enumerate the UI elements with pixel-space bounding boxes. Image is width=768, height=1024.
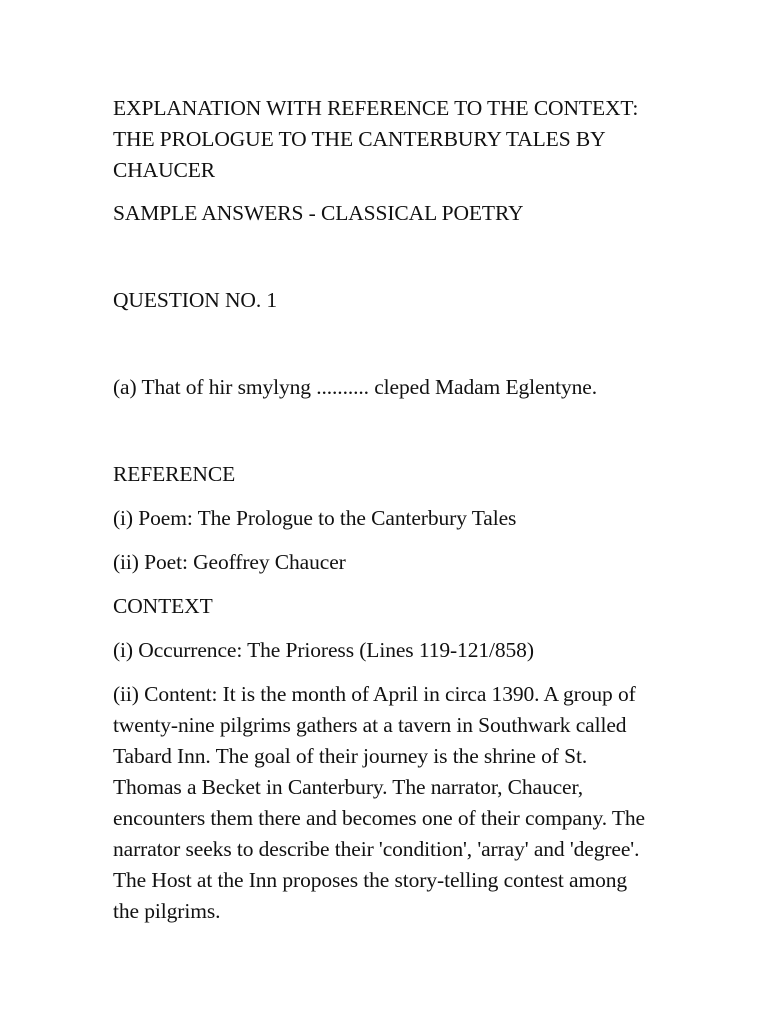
reference-poet: (ii) Poet: Geoffrey Chaucer	[113, 550, 346, 574]
context-occurrence: (i) Occurrence: The Prioress (Lines 119-121/858)	[113, 638, 534, 662]
document-content	[113, 93, 658, 927]
document-title: EXPLANATION WITH REFERENCE TO THE CONTEXT: THE PROLOGUE TO THE CANTERBURY TALES BY CHAUCER	[113, 96, 639, 182]
reference-heading: REFERENCE	[113, 462, 236, 486]
reference-poem: (i) Poem: The Prologue to the Canterbury Tales	[113, 506, 517, 530]
poem-excerpt: (a) That of hir smylyng .......... cleped Madam Eglentyne.	[113, 375, 597, 399]
context-content: (ii) Content: It is the month of April in circa 1390. A group of twenty-nine pilgrims gathers at a tavern in Southwark called Tabard Inn. The goal of their journey is the shrine of St. Thomas a Becket in Canterbury. The narrator, Chaucer, encounters them there and becomes one of their company. The narrator seeks to describe their 'condition', 'array' and 'degree'. The Host at the Inn proposes the story-telling contest among the pilgrims.	[113, 682, 645, 923]
question-label: QUESTION NO. 1	[113, 288, 278, 312]
context-heading: CONTEXT	[113, 594, 213, 618]
document-subtitle: SAMPLE ANSWERS - CLASSICAL POETRY	[113, 201, 524, 225]
